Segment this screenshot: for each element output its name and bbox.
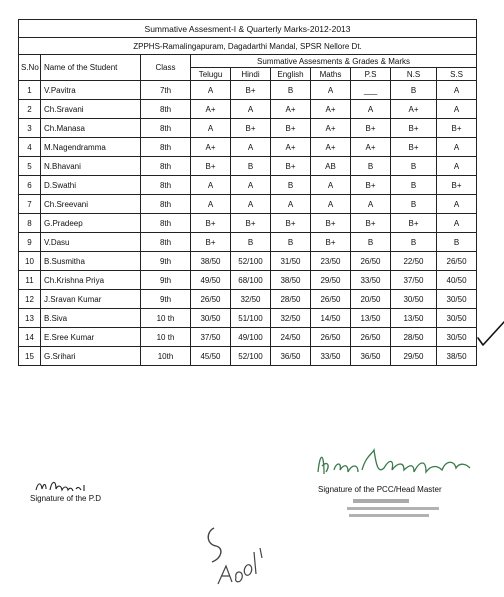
grade-cell: B+ bbox=[391, 138, 437, 157]
grade-cell: B bbox=[351, 233, 391, 252]
grade-cell: 40/50 bbox=[437, 271, 477, 290]
table-row bbox=[19, 195, 477, 214]
table-row bbox=[19, 81, 477, 100]
table-row bbox=[19, 138, 477, 157]
row-sno: 9 bbox=[19, 233, 41, 252]
headmaster-signature-label: Signature of the PCC/Head Master bbox=[318, 485, 442, 494]
grade-cell: 33/50 bbox=[311, 347, 351, 366]
grade-cell: A bbox=[437, 100, 477, 119]
table-row bbox=[19, 328, 477, 347]
student-name: J.Sravan Kumar bbox=[41, 290, 141, 309]
grade-cell: 31/50 bbox=[271, 252, 311, 271]
grade-cell: B bbox=[391, 233, 437, 252]
grade-cell: A bbox=[191, 195, 231, 214]
school-name: ZPPHS-Ramalingapuram, Dagadarthi Mandal, SPSR Nellore Dt. bbox=[19, 38, 477, 55]
row-sno: 8 bbox=[19, 214, 41, 233]
grade-cell: B+ bbox=[351, 119, 391, 138]
checkmark-icon bbox=[476, 318, 504, 348]
row-sno: 6 bbox=[19, 176, 41, 195]
student-name: Ch.Sreevani bbox=[41, 195, 141, 214]
grade-cell: 38/50 bbox=[271, 271, 311, 290]
subject-header-telugu: Telugu bbox=[191, 68, 231, 81]
grade-cell: 36/50 bbox=[271, 347, 311, 366]
row-sno: 4 bbox=[19, 138, 41, 157]
student-class: 9th bbox=[141, 252, 191, 271]
student-class: 9th bbox=[141, 271, 191, 290]
grade-cell: 28/50 bbox=[271, 290, 311, 309]
student-name: D.Swathi bbox=[41, 176, 141, 195]
grade-cell: 52/100 bbox=[231, 252, 271, 271]
subject-header-ps: P.S bbox=[351, 68, 391, 81]
table-row bbox=[19, 214, 477, 233]
grade-cell: A bbox=[271, 195, 311, 214]
grade-cell: 28/50 bbox=[391, 328, 437, 347]
student-class: 8th bbox=[141, 157, 191, 176]
grade-cell: B+ bbox=[351, 214, 391, 233]
student-class: 8th bbox=[141, 138, 191, 157]
class-header: Class bbox=[141, 55, 191, 81]
student-name: E.Sree Kumar bbox=[41, 328, 141, 347]
student-class: 10 th bbox=[141, 328, 191, 347]
student-class: 7th bbox=[141, 81, 191, 100]
assessment-group-header: Summative Assesments & Grades & Marks bbox=[191, 55, 477, 68]
grade-cell: B bbox=[351, 157, 391, 176]
grade-cell: 51/100 bbox=[231, 309, 271, 328]
grade-cell: B bbox=[271, 176, 311, 195]
grade-cell: 30/50 bbox=[437, 309, 477, 328]
row-sno: 15 bbox=[19, 347, 41, 366]
grade-cell: A bbox=[437, 195, 477, 214]
grade-cell: 24/50 bbox=[271, 328, 311, 347]
grade-cell: A bbox=[191, 176, 231, 195]
grade-cell: 37/50 bbox=[191, 328, 231, 347]
pd-signature-scrawl bbox=[34, 476, 90, 496]
grade-cell: 36/50 bbox=[351, 347, 391, 366]
grade-cell: A bbox=[191, 119, 231, 138]
student-name: Ch.Manasa bbox=[41, 119, 141, 138]
grade-cell: B+ bbox=[351, 176, 391, 195]
grade-cell: A bbox=[191, 81, 231, 100]
grade-cell: B+ bbox=[231, 119, 271, 138]
student-class: 10th bbox=[141, 347, 191, 366]
grade-cell: A+ bbox=[191, 138, 231, 157]
pencil-scrawl bbox=[200, 518, 270, 590]
grade-cell: 26/50 bbox=[311, 328, 351, 347]
grade-cell: B+ bbox=[271, 119, 311, 138]
grade-cell: A bbox=[437, 138, 477, 157]
row-sno: 1 bbox=[19, 81, 41, 100]
row-sno: 3 bbox=[19, 119, 41, 138]
grade-cell: A bbox=[311, 81, 351, 100]
grade-cell: 29/50 bbox=[391, 347, 437, 366]
student-class: 9th bbox=[141, 290, 191, 309]
student-name: V.Pavitra bbox=[41, 81, 141, 100]
grade-cell: B bbox=[391, 157, 437, 176]
grade-cell: 13/50 bbox=[391, 309, 437, 328]
grade-cell: 26/50 bbox=[311, 290, 351, 309]
grade-cell: A bbox=[437, 157, 477, 176]
grade-cell: B+ bbox=[191, 214, 231, 233]
table-row bbox=[19, 157, 477, 176]
grade-cell: A bbox=[351, 100, 391, 119]
student-name: G.Pradeep bbox=[41, 214, 141, 233]
student-name: Ch.Sravani bbox=[41, 100, 141, 119]
student-name: Ch.Krishna Priya bbox=[41, 271, 141, 290]
headmaster-stamp bbox=[347, 496, 467, 520]
grade-cell: A bbox=[351, 195, 391, 214]
grade-cell: 13/50 bbox=[351, 309, 391, 328]
grade-cell: A bbox=[231, 195, 271, 214]
marks-table bbox=[18, 19, 477, 366]
table-row bbox=[19, 290, 477, 309]
table-row bbox=[19, 252, 477, 271]
grade-cell: A+ bbox=[311, 138, 351, 157]
grade-cell: A+ bbox=[311, 119, 351, 138]
row-sno: 2 bbox=[19, 100, 41, 119]
table-row bbox=[19, 233, 477, 252]
grade-cell: 49/50 bbox=[191, 271, 231, 290]
student-name: N.Bhavani bbox=[41, 157, 141, 176]
student-name: B.Susmitha bbox=[41, 252, 141, 271]
row-sno: 5 bbox=[19, 157, 41, 176]
table-row bbox=[19, 271, 477, 290]
row-sno: 11 bbox=[19, 271, 41, 290]
grade-cell: 32/50 bbox=[231, 290, 271, 309]
student-class: 8th bbox=[141, 233, 191, 252]
grade-cell: B bbox=[271, 233, 311, 252]
grade-cell: B+ bbox=[271, 214, 311, 233]
student-class: 10 th bbox=[141, 309, 191, 328]
grade-cell: 30/50 bbox=[437, 290, 477, 309]
student-class: 8th bbox=[141, 119, 191, 138]
grade-cell: 32/50 bbox=[271, 309, 311, 328]
subject-header-ss: S.S bbox=[437, 68, 477, 81]
grade-cell: 52/100 bbox=[231, 347, 271, 366]
student-class: 8th bbox=[141, 214, 191, 233]
grade-cell: 23/50 bbox=[311, 252, 351, 271]
grade-cell: A+ bbox=[311, 100, 351, 119]
grade-cell: 26/50 bbox=[351, 252, 391, 271]
grade-cell: 20/50 bbox=[351, 290, 391, 309]
headmaster-signature-scrawl bbox=[314, 446, 474, 488]
table-row bbox=[19, 347, 477, 366]
grade-cell: A bbox=[311, 195, 351, 214]
table-row bbox=[19, 309, 477, 328]
grade-cell: 30/50 bbox=[437, 328, 477, 347]
grade-cell: A+ bbox=[271, 138, 311, 157]
grade-cell: B bbox=[391, 176, 437, 195]
table-row bbox=[19, 100, 477, 119]
grade-cell: A+ bbox=[271, 100, 311, 119]
grade-cell: 14/50 bbox=[311, 309, 351, 328]
grade-cell: 38/50 bbox=[191, 252, 231, 271]
student-name: B.Siva bbox=[41, 309, 141, 328]
grade-cell: B bbox=[391, 195, 437, 214]
grade-cell: 49/100 bbox=[231, 328, 271, 347]
grade-cell: B+ bbox=[191, 233, 231, 252]
grade-cell: 30/50 bbox=[391, 290, 437, 309]
subject-header-english: English bbox=[271, 68, 311, 81]
pd-signature-label: Signature of the P.D bbox=[30, 494, 102, 503]
student-name: V.Dasu bbox=[41, 233, 141, 252]
grade-cell: B bbox=[391, 81, 437, 100]
student-name: G.Srihari bbox=[41, 347, 141, 366]
name-header: Name of the Student bbox=[41, 55, 141, 81]
row-sno: 12 bbox=[19, 290, 41, 309]
grade-cell: B+ bbox=[231, 81, 271, 100]
student-class: 8th bbox=[141, 176, 191, 195]
grade-cell: AB bbox=[311, 157, 351, 176]
student-class: 8th bbox=[141, 100, 191, 119]
grade-cell: ___ bbox=[351, 81, 391, 100]
grade-cell: 29/50 bbox=[311, 271, 351, 290]
grade-cell: A bbox=[231, 176, 271, 195]
row-sno: 10 bbox=[19, 252, 41, 271]
grade-cell: A bbox=[231, 100, 271, 119]
grade-cell: B bbox=[231, 157, 271, 176]
student-class: 8th bbox=[141, 195, 191, 214]
grade-cell: 26/50 bbox=[437, 252, 477, 271]
grade-cell: B bbox=[437, 233, 477, 252]
document-title: Summative Assesment-I & Quarterly Marks-2012-2013 bbox=[19, 20, 477, 38]
subject-header-maths: Maths bbox=[311, 68, 351, 81]
grade-cell: 37/50 bbox=[391, 271, 437, 290]
grade-cell: B bbox=[271, 81, 311, 100]
row-sno: 14 bbox=[19, 328, 41, 347]
grade-cell: A+ bbox=[191, 100, 231, 119]
subject-header-hindi: Hindi bbox=[231, 68, 271, 81]
grade-cell: B+ bbox=[191, 157, 231, 176]
grade-cell: B+ bbox=[311, 233, 351, 252]
student-name: M.Nagendramma bbox=[41, 138, 141, 157]
grade-cell: 30/50 bbox=[191, 309, 231, 328]
table-row bbox=[19, 176, 477, 195]
grade-cell: A bbox=[231, 138, 271, 157]
grade-cell: B+ bbox=[271, 157, 311, 176]
grade-cell: 26/50 bbox=[191, 290, 231, 309]
grade-cell: 33/50 bbox=[351, 271, 391, 290]
grade-cell: 22/50 bbox=[391, 252, 437, 271]
grade-cell: B+ bbox=[437, 119, 477, 138]
row-sno: 13 bbox=[19, 309, 41, 328]
grade-cell: A bbox=[437, 81, 477, 100]
row-sno: 7 bbox=[19, 195, 41, 214]
grade-cell: 38/50 bbox=[437, 347, 477, 366]
table-row bbox=[19, 119, 477, 138]
subject-header-ns: N.S bbox=[391, 68, 437, 81]
grade-cell: B bbox=[231, 233, 271, 252]
grade-cell: A bbox=[437, 214, 477, 233]
grade-cell: 68/100 bbox=[231, 271, 271, 290]
grade-cell: 26/50 bbox=[351, 328, 391, 347]
grade-cell: B+ bbox=[311, 214, 351, 233]
sno-header: S.No bbox=[19, 55, 41, 81]
grade-cell: B+ bbox=[231, 214, 271, 233]
grade-cell: B+ bbox=[391, 214, 437, 233]
grade-cell: A bbox=[311, 176, 351, 195]
grade-cell: A+ bbox=[351, 138, 391, 157]
grade-cell: B+ bbox=[391, 119, 437, 138]
grade-cell: A+ bbox=[391, 100, 437, 119]
grade-cell: 45/50 bbox=[191, 347, 231, 366]
grade-cell: B+ bbox=[437, 176, 477, 195]
